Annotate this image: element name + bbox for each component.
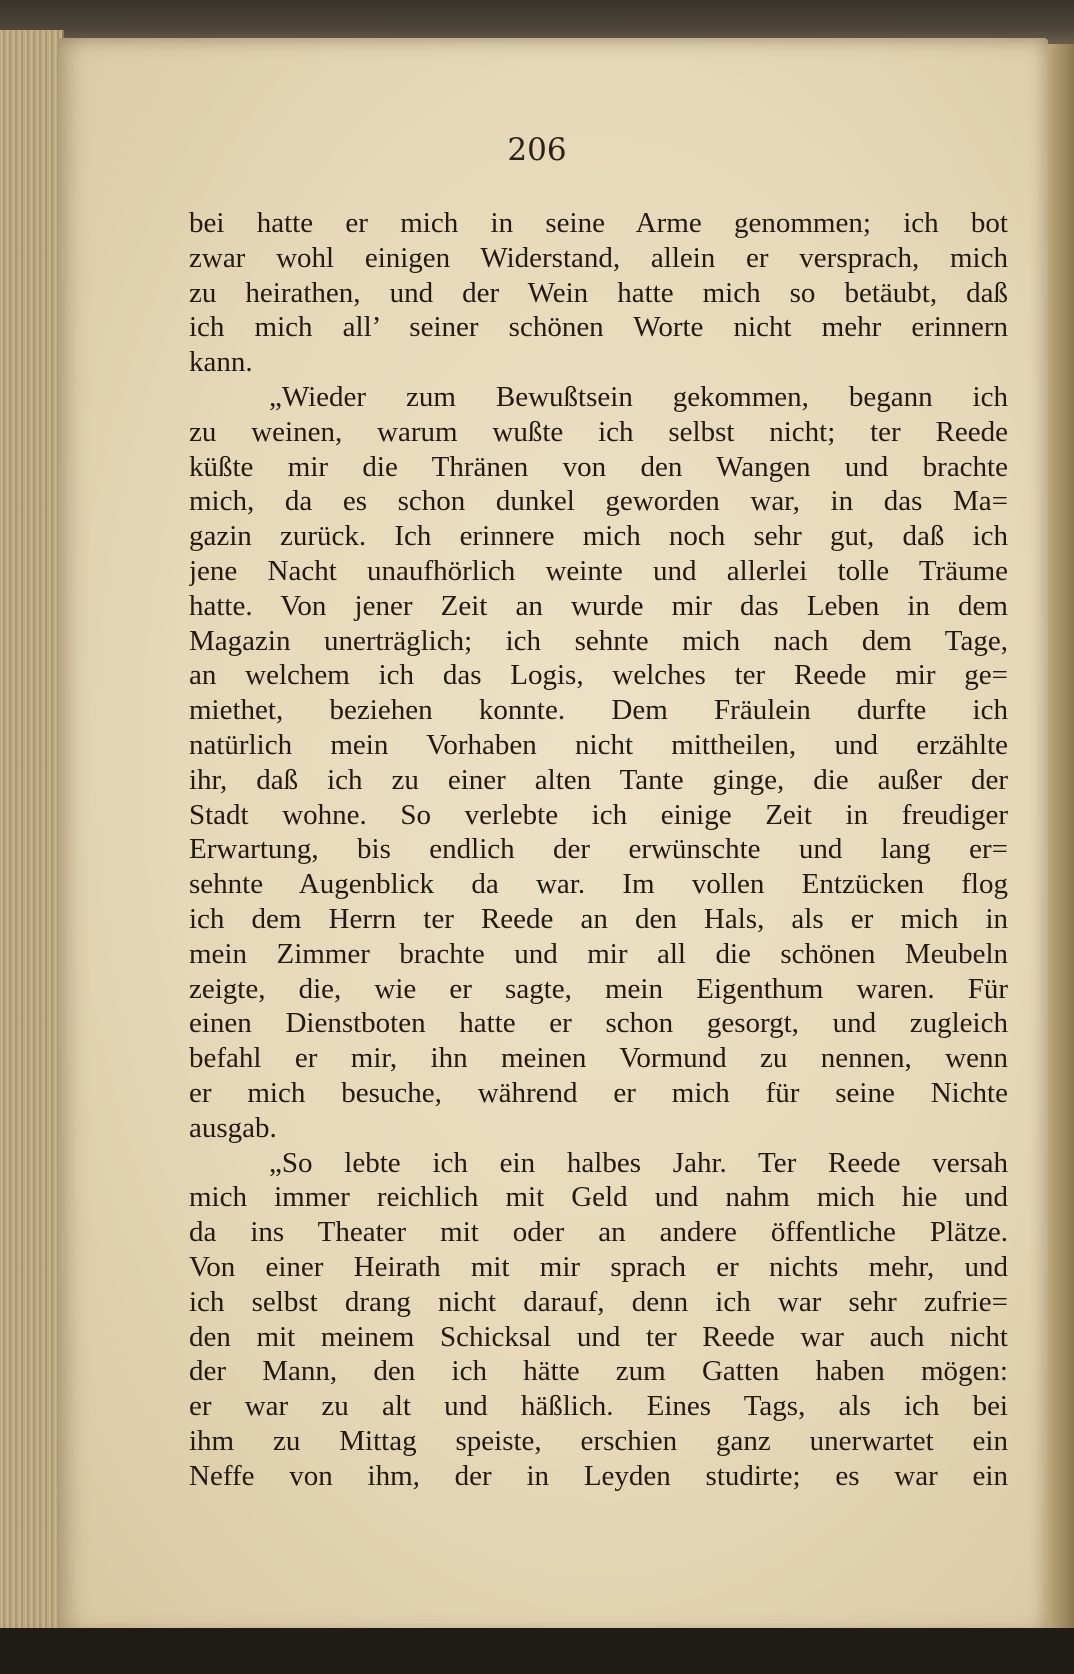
text-line: gazin zurück. Ich erinnere mich noch sehr gut, daß ich <box>189 520 1008 553</box>
text-line: mich, da es schon dunkel geworden war, in das Ma= <box>189 485 1008 518</box>
book-page-edges-left <box>0 30 64 1640</box>
text-line: Neffe von ihm, der in Leyden studirte; es war ein <box>189 1459 1008 1492</box>
text-line: Stadt wohne. So verlebte ich einige Zeit in freudiger <box>189 798 1008 831</box>
text-line: „So lebte ich ein halbes Jahr. Ter Reede versah <box>269 1146 1008 1179</box>
text-line: er mich besuche, während er mich für seine Nichte <box>189 1076 1008 1109</box>
text-line: Von einer Heirath mit mir sprach er nichts mehr, und <box>189 1250 1008 1283</box>
scan-background-bottom <box>0 1628 1074 1674</box>
text-line: küßte mir die Thränen von den Wangen und brachte <box>189 450 1008 483</box>
text-line: miethet, beziehen konnte. Dem Fräulein durfte ich <box>189 694 1008 727</box>
page-text-block <box>189 206 1008 1493</box>
text-line: ihm zu Mittag speiste, erschien ganz unerwartet ein <box>189 1424 1008 1457</box>
page-number: 206 <box>507 132 567 168</box>
text-line: natürlich mein Vorhaben nicht mittheilen, und erzählte <box>189 728 1008 761</box>
text-line: Erwartung, bis endlich der erwünschte und lang er= <box>189 833 1008 866</box>
text-line: ihr, daß ich zu einer alten Tante ginge, die außer der <box>189 763 1008 796</box>
text-line: der Mann, den ich hätte zum Gatten haben mögen: <box>189 1355 1008 1388</box>
text-line: befahl er mir, ihn meinen Vormund zu nennen, wenn <box>189 1042 1008 1075</box>
text-line: jene Nacht unaufhörlich weinte und allerlei tolle Träume <box>189 554 1008 587</box>
text-line: er war zu alt und häßlich. Eines Tags, als ich bei <box>189 1390 1008 1423</box>
text-line: „Wieder zum Bewußtsein gekommen, begann ich <box>269 380 1008 413</box>
text-line: zeigte, die, wie er sagte, mein Eigenthum waren. Für <box>189 972 1008 1005</box>
text-line: an welchem ich das Logis, welches ter Reede mir ge= <box>189 659 1008 692</box>
text-line: kann. <box>189 346 253 379</box>
text-line: hatte. Von jener Zeit an wurde mir das Leben in dem <box>189 589 1008 622</box>
text-line: den mit meinem Schicksal und ter Reede war auch nicht <box>189 1320 1008 1353</box>
text-line: zu weinen, warum wußte ich selbst nicht; ter Reede <box>189 415 1008 448</box>
text-line: zwar wohl einigen Widerstand, allein er versprach, mich <box>189 241 1008 274</box>
text-line: zu heirathen, und der Wein hatte mich so betäubt, daß <box>189 276 1008 309</box>
text-line: da ins Theater mit oder an andere öffentliche Plätze. <box>189 1216 1008 1249</box>
text-line: bei hatte er mich in seine Arme genommen; ich bot <box>189 207 1008 239</box>
text-line: ich mich all’ seiner schönen Worte nicht mehr erinnern <box>189 311 1008 344</box>
text-line: ausgab. <box>189 1111 277 1144</box>
text-line: ich selbst drang nicht darauf, denn ich war sehr zufrie= <box>189 1285 1008 1318</box>
text-line: einen Dienstboten hatte er schon gesorgt, und zugleich <box>189 1007 1008 1040</box>
text-line: sehnte Augenblick da war. Im vollen Entzücken flog <box>189 868 1008 901</box>
text-line: Magazin unerträglich; ich sehnte mich nach dem Tage, <box>189 624 1008 657</box>
text-line: mich immer reichlich mit Geld und nahm mich hie und <box>189 1181 1008 1214</box>
text-line: mein Zimmer brachte und mir all die schönen Meubeln <box>189 937 1008 970</box>
text-line: ich dem Herrn ter Reede an den Hals, als er mich in <box>189 902 1008 935</box>
